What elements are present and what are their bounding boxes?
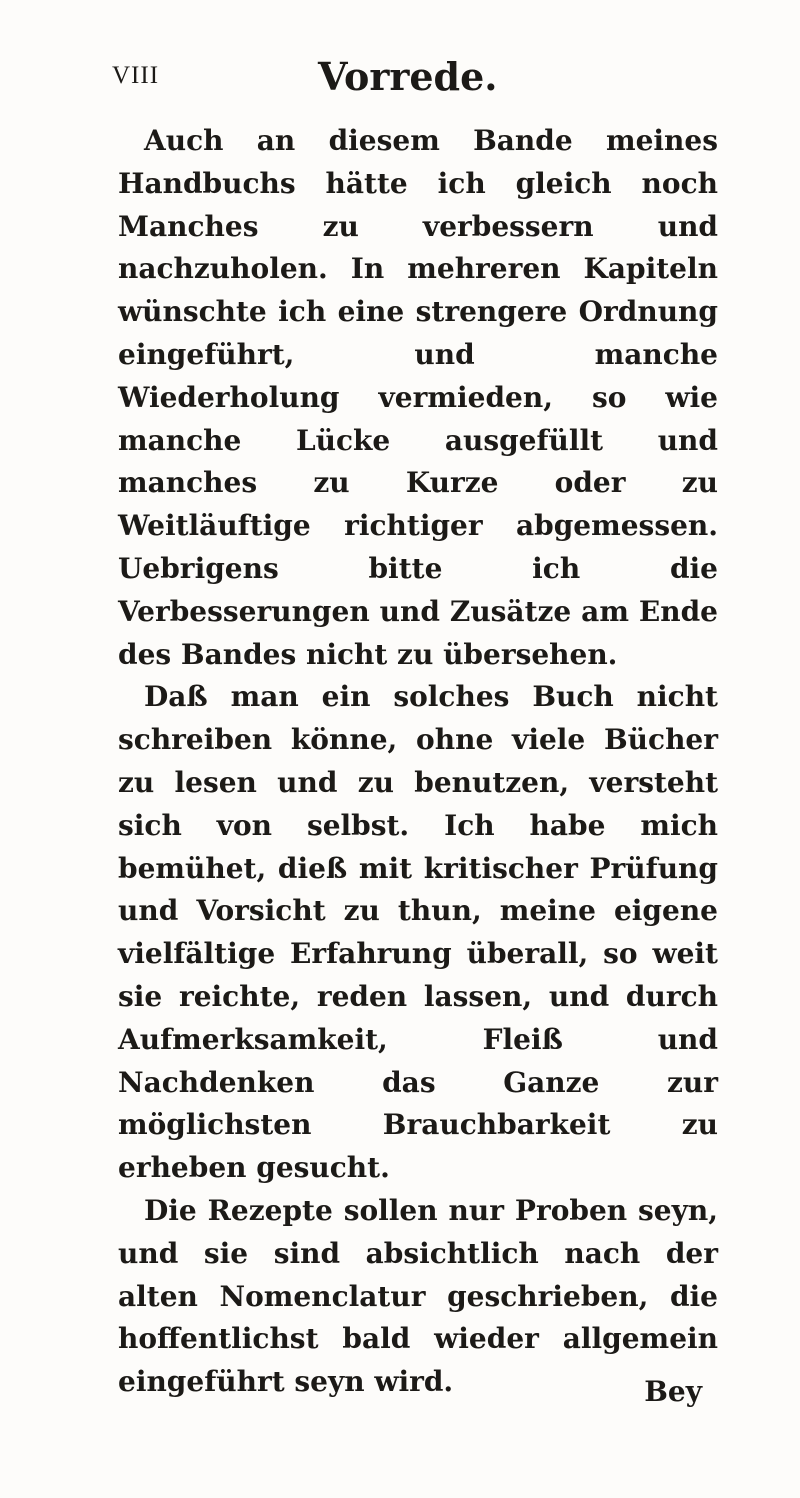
page-number: VIII — [112, 62, 160, 89]
paragraph-3: Die Rezepte sollen nur Proben seyn, und sie sind absichtlich nach der alten Nomenclatur geschrieben, die hoffentlichst bald wieder allgemein eingeführt seyn wird. — [118, 1193, 718, 1399]
paragraph-1: Auch an diesem Bande meines Handbuchs hätte ich gleich noch Manches zu verbessern und nachzuholen. In mehreren Kapiteln wünschte ich eine strengere Ordnung eingeführt, und manche Wiederholung vermieden, so wie manche Lücke ausgefüllt und manches zu Kurze oder zu Weitläuftige richtiger abgemessen. Uebrigens bitte ich die Verbesserungen und Zusätze am Ende des Bandes nicht zu übersehen. — [118, 124, 718, 671]
paragraph-2: Daß man ein solches Buch nicht schreiben könne, ohne viele Bücher zu lesen und zu benutzen, versteht sich von selbst. Ich habe mich bemühet, dieß mit kritischer Prüfung und Vorsicht zu thun, meine eigene vielfältige Erfahrung überall, so weit sie reichte, reden lassen, und durch Aufmerksamkeit, Fleiß und Nachdenken das Ganze zur möglichsten Brauchbarkeit zu erheben gesucht. — [118, 680, 718, 1185]
page-header — [112, 54, 712, 104]
running-title: Vorrede. — [318, 54, 498, 99]
body-text — [118, 120, 718, 1404]
catchword: Bey — [644, 1375, 702, 1408]
